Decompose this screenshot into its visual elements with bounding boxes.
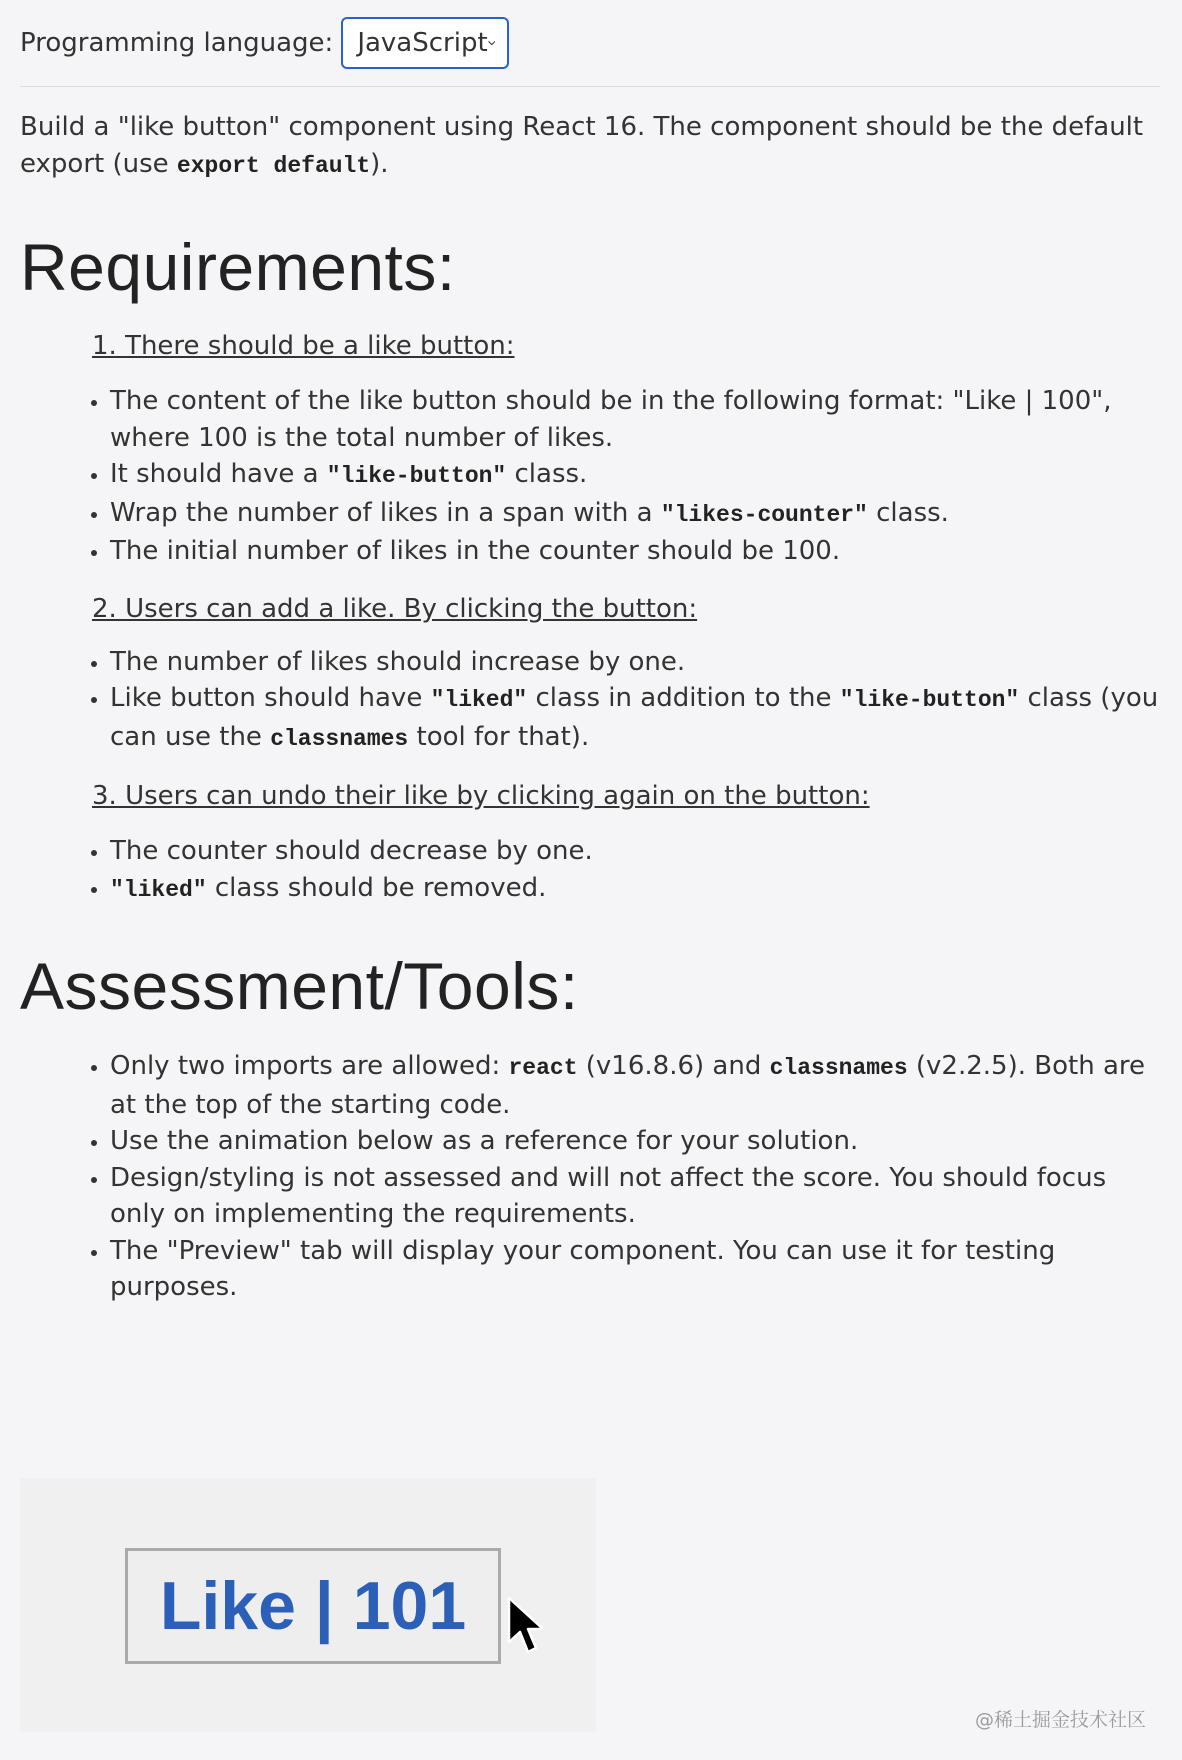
list-item: • Design/styling is not assessed and will not affect the score. You should focus only on implementing the requirements. xyxy=(110,1160,1160,1233)
list-item: • The counter should decrease by one. xyxy=(110,833,1160,870)
chevron-down-icon xyxy=(488,36,496,50)
like-button-demo[interactable]: Like | 101 xyxy=(125,1548,501,1664)
watermark: @稀土掘金技术社区 xyxy=(974,1709,1146,1731)
assessment-heading: Assessment/Tools: xyxy=(20,949,579,1023)
list-item: • Only two imports are allowed: react (v16.8.6) and classnames (v2.2.5). Both are at the top of the starting code. xyxy=(110,1048,1160,1123)
list-item: • It should have a "like-button" class. xyxy=(110,456,1160,495)
section-heading: 3. Users can undo their like by clicking again on the button: xyxy=(92,781,870,811)
requirements-list-3 xyxy=(20,833,1160,908)
list-item: • The "Preview" tab will display your component. You can use it for testing purposes. xyxy=(110,1233,1160,1306)
requirements-section-1 xyxy=(20,331,1160,570)
mouse-cursor-icon xyxy=(505,1596,549,1656)
requirements-list-1 xyxy=(20,383,1160,570)
list-item: • The number of likes should increase by one. xyxy=(110,644,1160,681)
assessment-list xyxy=(20,1048,1160,1306)
requirements-section-2 xyxy=(20,594,1160,758)
requirements-section-3 xyxy=(20,781,1160,908)
language-label: Programming language: xyxy=(20,28,334,58)
section-heading: 2. Users can add a like. By clicking the button: xyxy=(92,593,698,624)
list-item: • The initial number of likes in the counter should be 100. xyxy=(110,533,1160,570)
list-item: • Wrap the number of likes in a span with a "likes-counter" class. xyxy=(110,495,1160,534)
list-item: • Like button should have "liked" class in addition to the "like-button" class (you can use the classnames tool for that). xyxy=(110,680,1160,757)
requirements-heading: Requirements: xyxy=(20,230,456,304)
list-item: • "liked" class should be removed. xyxy=(110,870,1160,909)
list-item: • The content of the like button should be in the following format: "Like | 100", where 100 is the total number of likes. xyxy=(110,383,1160,456)
requirements-list-2 xyxy=(20,644,1160,758)
section-heading: 1. There should be a like button: xyxy=(92,331,515,361)
page-content xyxy=(20,0,1160,1306)
language-row xyxy=(20,0,1160,87)
language-select[interactable] xyxy=(341,17,509,69)
intro-text: Build a "like button" component using React 16. The component should be the default export (use export default). xyxy=(20,112,1144,179)
list-item: • Use the animation below as a reference for your solution. xyxy=(110,1123,1160,1160)
language-select-value: JavaScript xyxy=(357,28,488,58)
demo-animation xyxy=(20,1478,596,1732)
